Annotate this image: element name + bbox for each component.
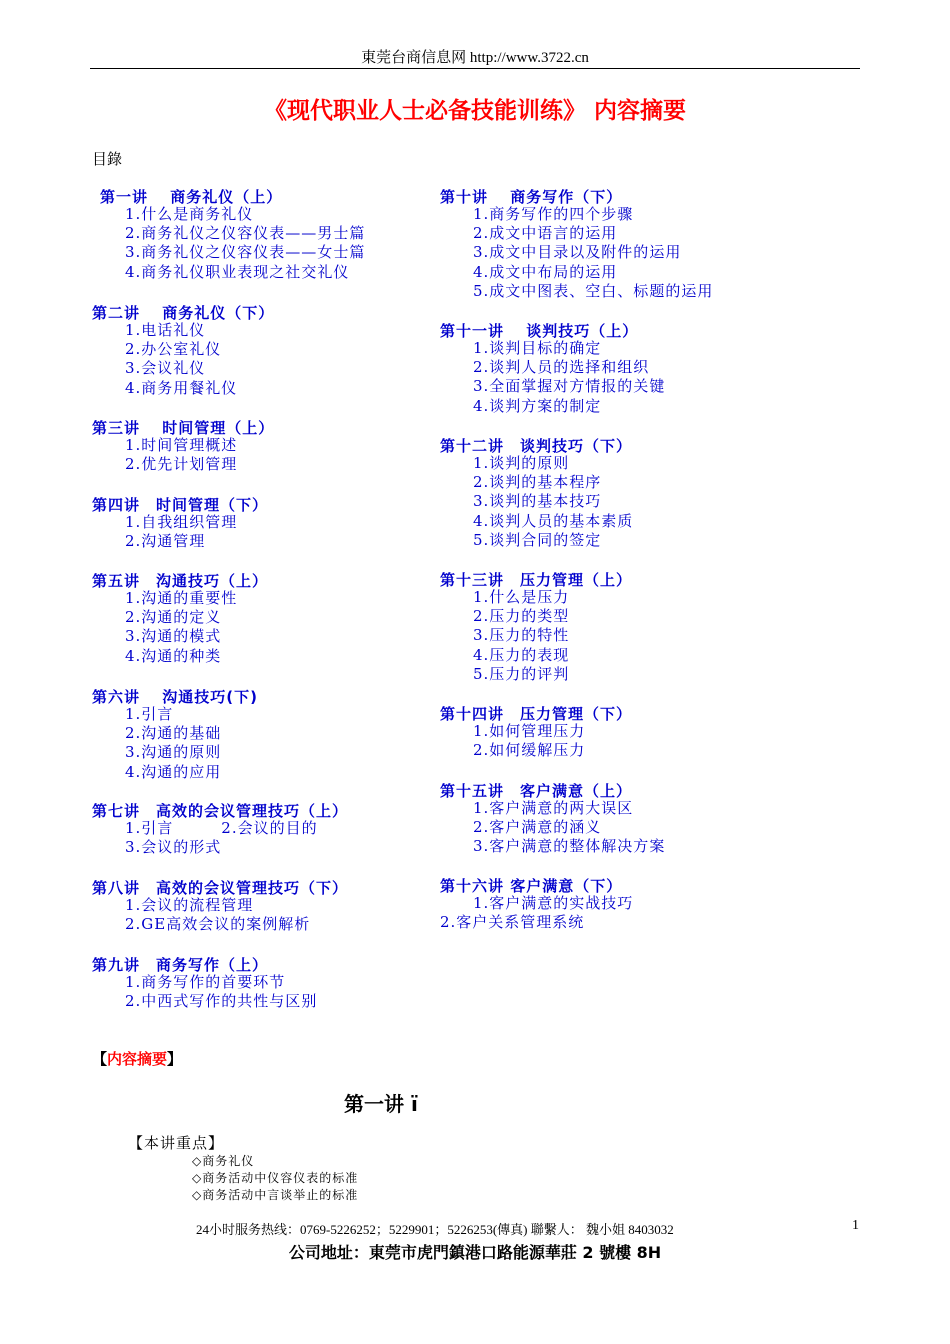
focus-item: ◇商务活动中仪容仪表的标准: [192, 1171, 359, 1185]
lecture-item: 4.成文中布局的运用: [473, 262, 618, 281]
lecture-heading: 第十六讲 客户满意（下）: [440, 877, 623, 895]
lecture-item: 3.沟通的模式: [125, 627, 222, 646]
lecture-item: 1.时间管理概述: [125, 436, 238, 454]
lecture-heading: 第十三讲 压力管理（上）: [440, 571, 633, 589]
toc-label: 目錄: [92, 150, 123, 168]
lecture-heading: 第三讲 时间管理（上）: [92, 419, 275, 437]
lecture-heading: 第十讲 商务写作（下）: [440, 188, 623, 206]
focus-item: ◇商务礼仪: [192, 1154, 255, 1168]
lecture-heading: 第五讲 沟通技巧（上）: [92, 572, 269, 590]
lecture-item: 3.沟通的原则: [125, 743, 222, 762]
summary-heading: [92, 1048, 182, 1069]
focus-heading: 【本讲重点】: [128, 1134, 225, 1152]
lecture-heading: 第八讲 高效的会议管理技巧（下）: [92, 879, 349, 897]
lecture-item: 1.引言 2.会议的目的: [125, 819, 318, 837]
lecture-item: 2.谈判的基本程序: [473, 473, 602, 492]
lecture-item: 2.沟通的定义: [125, 608, 222, 627]
lecture-item: 1.商务写作的四个步骤: [473, 205, 634, 223]
summary-label: 内容摘要: [107, 1050, 168, 1068]
lecture-item: 1.客户满意的两大误区: [473, 799, 634, 817]
lecture-item: 2.优先计划管理: [125, 455, 238, 474]
document-title: 《现代职业人士必备技能训练》 内容摘要: [263, 97, 686, 124]
lecture-item: 4.压力的表现: [473, 645, 570, 664]
lecture-item: 3.商务礼仪之仪容仪表——女士篇: [125, 243, 366, 262]
lecture-heading: 第十一讲 谈判技巧（上）: [440, 322, 639, 340]
lecture-item: 1.谈判目标的确定: [473, 339, 602, 357]
footer-address: 公司地址：東莞市虎門鎮港口路能源華莊 2 號樓 8H: [288, 1243, 662, 1262]
lecture-item: 1.自我组织管理: [125, 513, 238, 531]
lecture-item: 5.压力的评判: [473, 664, 570, 683]
lecture-item: 4.谈判人员的基本素质: [473, 511, 634, 530]
lecture-item: 3.会议礼仪: [125, 359, 206, 378]
lecture-item: 2.办公室礼仪: [125, 340, 222, 359]
page-number: 1: [852, 1218, 859, 1233]
lecture-item: 1.会议的流程管理: [125, 896, 254, 914]
lecture-heading: 第四讲 时间管理（下）: [92, 496, 269, 514]
lecture-heading: 第九讲 商务写作（上）: [92, 956, 269, 974]
lecture-item: 1.引言: [125, 705, 174, 723]
lecture-heading: 第六讲 沟通技巧(下): [92, 688, 258, 706]
lecture-item: 4.商务用餐礼仪: [125, 378, 238, 397]
lecture-heading: 第一讲 商务礼仪（上）: [100, 188, 283, 206]
lecture-1-heading: 第一讲 ï: [344, 1092, 418, 1116]
lecture-item: 3.谈判的基本技巧: [473, 492, 602, 511]
lecture-item: 1.如何管理压力: [473, 722, 586, 740]
lecture-heading: 第十五讲 客户满意（上）: [440, 782, 633, 800]
lecture-item: 2.GE高效会议的案例解析: [125, 915, 311, 934]
lecture-item: 1.客户满意的实战技巧: [473, 894, 634, 912]
lecture-item: 5.成文中图表、空白、标题的运用: [473, 281, 714, 300]
lecture-heading: 第十二讲 谈判技巧（下）: [440, 437, 633, 455]
lecture-heading: 第二讲 商务礼仪（下）: [92, 304, 275, 322]
summary-bracket-close: 】: [167, 1050, 183, 1068]
lecture-item: 3.全面掌握对方情报的关键: [473, 377, 666, 396]
lecture-item: 4.沟通的种类: [125, 646, 222, 665]
lecture-item: 1.商务写作的首要环节: [125, 973, 286, 991]
lecture-item: 2.中西式写作的共性与区别: [125, 992, 318, 1011]
lecture-heading: 第十四讲 压力管理（下）: [440, 705, 633, 723]
lecture-item: 2.客户关系管理系统: [440, 913, 585, 932]
lecture-item: 1.沟通的重要性: [125, 589, 238, 607]
lecture-item: 2.商务礼仪之仪容仪表——男士篇: [125, 224, 366, 243]
lecture-heading: 第七讲 高效的会议管理技巧（上）: [92, 802, 349, 820]
lecture-item: 3.压力的特性: [473, 626, 570, 645]
lecture-item: 1.什么是压力: [473, 588, 570, 606]
lecture-item: 4.沟通的应用: [125, 762, 222, 781]
lecture-item: 4.谈判方案的制定: [473, 396, 602, 415]
lecture-item: 3.客户满意的整体解决方案: [473, 837, 666, 856]
lecture-item: 3.会议的形式: [125, 838, 222, 857]
lecture-item: 2.如何缓解压力: [473, 741, 586, 760]
lecture-item: 2.沟通管理: [125, 532, 206, 551]
footer-hotline: 24小时服务热线：0769-5226252；5229901；5226253(傳真) 聯繫人： 魏小姐 8403032: [196, 1222, 674, 1237]
lecture-item: 2.压力的类型: [473, 607, 570, 626]
header-divider: [90, 68, 860, 69]
focus-item: ◇商务活动中言谈举止的标准: [192, 1188, 359, 1202]
lecture-item: 1.电话礼仪: [125, 321, 206, 339]
lecture-item: 2.谈判人员的选择和组织: [473, 358, 650, 377]
lecture-item: 2.沟通的基础: [125, 724, 222, 743]
header-site: 東莞台商信息网 http://www.3722.cn: [361, 50, 589, 66]
lecture-item: 5.谈判合同的签定: [473, 530, 602, 549]
lecture-item: 2.成文中语言的运用: [473, 224, 618, 243]
lecture-item: 1.什么是商务礼仪: [125, 205, 254, 223]
summary-bracket-open: 【: [92, 1050, 108, 1068]
lecture-item: 4.商务礼仪职业表现之社交礼仪: [125, 262, 350, 281]
lecture-item: 1.谈判的原则: [473, 454, 570, 472]
lecture-item: 2.客户满意的涵义: [473, 818, 602, 837]
lecture-item: 3.成文中目录以及附件的运用: [473, 243, 682, 262]
